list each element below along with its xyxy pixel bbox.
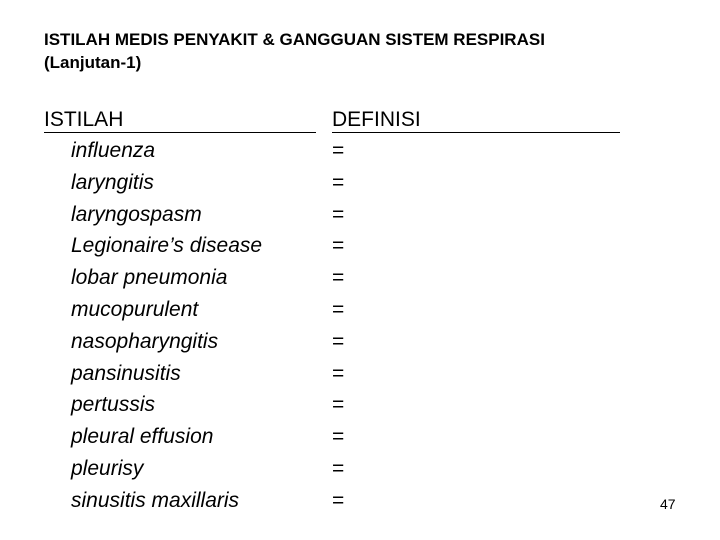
slide-title-line2: (Lanjutan-1) (44, 53, 142, 72)
term-item: laryngospasm (71, 202, 202, 226)
term-item: pansinusitis (71, 361, 181, 385)
definition-item: = (332, 456, 345, 480)
term-item: pleurisy (71, 456, 144, 480)
slide-title-line1: ISTILAH MEDIS PENYAKIT & GANGGUAN SISTEM RESPIRASI (44, 30, 545, 49)
term-item: sinusitis maxillaris (71, 488, 240, 512)
term-item: Legionaire’s disease (71, 234, 263, 258)
term-item: nasopharyngitis (71, 329, 219, 353)
term-item: mucopurulent (71, 297, 199, 321)
term-item: pleural effusion (71, 425, 214, 449)
term-item: laryngitis (71, 170, 154, 194)
term-list (71, 135, 321, 517)
definition-item: = (332, 488, 345, 512)
definition-item: = (332, 234, 345, 258)
definition-item: = (332, 329, 345, 353)
definition-item: = (332, 139, 345, 162)
definition-item: = (332, 297, 345, 321)
term-item: lobar pneumonia (71, 266, 228, 290)
column-header-term: ISTILAH (44, 108, 316, 133)
page-number: 47 (660, 496, 676, 512)
definition-list (332, 135, 612, 517)
definition-item: = (332, 266, 345, 290)
term-item: pertussis (71, 393, 156, 417)
column-header-definition: DEFINISI (332, 108, 620, 133)
definition-item: = (332, 202, 345, 226)
definition-item: = (332, 170, 345, 194)
definition-item: = (332, 393, 345, 417)
definition-item: = (332, 425, 345, 449)
slide-title (44, 28, 684, 74)
definition-item: = (332, 361, 345, 385)
term-item: influenza (71, 139, 156, 162)
